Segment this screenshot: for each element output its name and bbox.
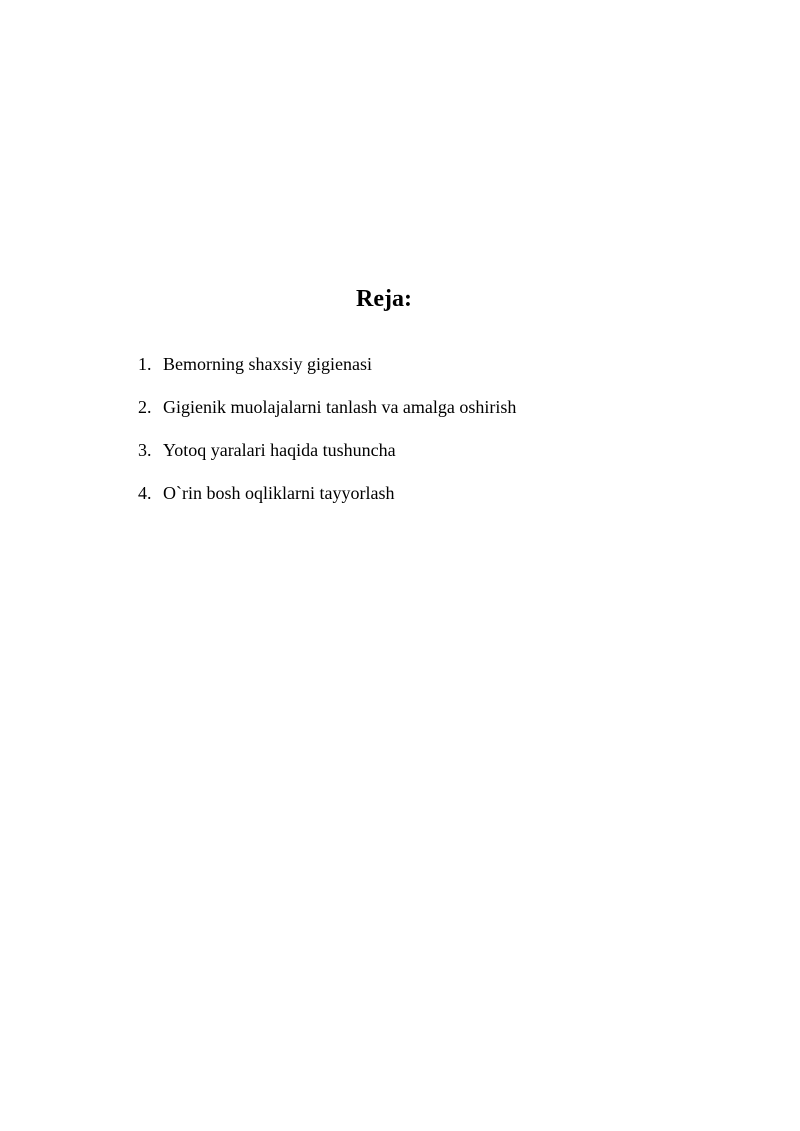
list-item-number: 4.	[138, 483, 152, 503]
list-item-number: 1.	[138, 354, 152, 374]
plan-list	[138, 350, 516, 522]
list-item	[138, 436, 516, 479]
page-title: Reja:	[356, 286, 412, 312]
list-item-text: Bemorning shaxsiy gigienasi	[163, 354, 372, 374]
list-item-text: Yotoq yaralari haqida tushuncha	[163, 440, 396, 460]
list-item-text: Gigienik muolajalarni tanlash va amalga oshirish	[163, 397, 517, 417]
list-item-number: 3.	[138, 440, 152, 460]
list-item-number: 2.	[138, 397, 152, 417]
list-item-text: O`rin bosh oqliklarni tayyorlash	[163, 483, 395, 503]
list-item	[138, 479, 516, 522]
list-item	[138, 393, 516, 436]
list-item	[138, 350, 516, 393]
